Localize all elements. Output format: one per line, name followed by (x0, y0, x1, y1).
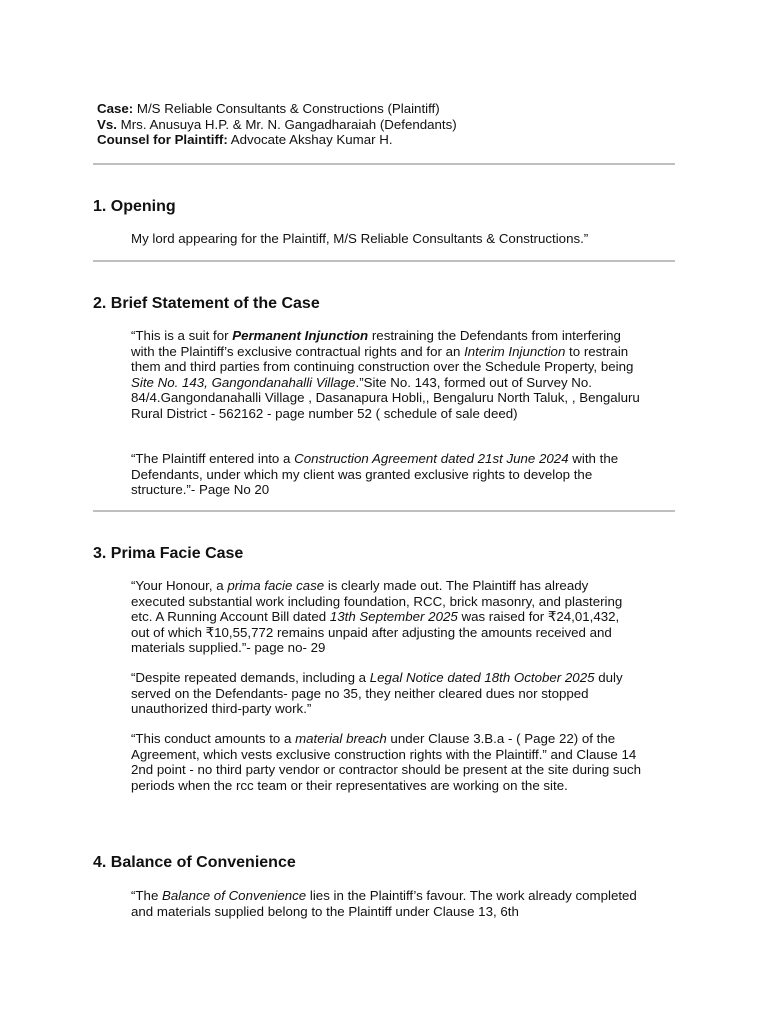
emphasis-text: Balance of Convenience (162, 888, 307, 903)
text: “The Plaintiff entered into a (131, 451, 295, 466)
divider (93, 163, 675, 165)
opening-paragraph: My lord appearing for the Plaintiff, M/S Reliable Consultants & Constructions.” (131, 231, 589, 246)
case-value: M/S Reliable Consultants & Constructions (Plaintiff) (133, 101, 440, 116)
brief-paragraph-2 (131, 451, 641, 498)
vs-label: Vs. (97, 116, 117, 132)
vs-line (97, 117, 457, 133)
case-label: Case: (97, 101, 134, 116)
emphasis-text: Interim Injunction (464, 343, 566, 359)
text: with the Defendants, under which my client was granted exclusive rights to develop the structure.”- Page No 20 (131, 451, 619, 497)
divider (93, 260, 675, 262)
brief-paragraph-1 (131, 328, 641, 421)
text: was raised for ₹24,01,432, out of which ₹10,55,772 remains unpaid after adjusting the amounts received and materials supplied.”- page no- 29 (131, 609, 620, 655)
prima-paragraph-3 (131, 731, 641, 793)
emphasis-text: Site No. 143, Gangondanahalli Village (131, 374, 356, 390)
text: “Despite repeated demands, including a (131, 670, 370, 685)
emphasis-text: Legal Notice dated 18th October 2025 (369, 670, 595, 685)
text: under Clause 3.B.a - ( Page 22) of the Agreement, which vests exclusive construction rights with the Plaintiff.” and Clause 14 2nd point - no third party vendor or contractor should be present at the site during such periods when the rcc team or their representatives are working on the site. (131, 731, 642, 793)
text: lies in the Plaintiff’s favour. The work already completed and materials supplied belong to the Plaintiff under Clause 13, 6th (131, 888, 637, 919)
counsel-label: Counsel for Plaintiff: (97, 132, 228, 147)
emphasis-text: 13th September 2025 (329, 609, 458, 624)
text: “This conduct amounts to a (131, 731, 296, 746)
section-heading-prima-facie: 3. Prima Facie Case (93, 545, 244, 562)
counsel-line (97, 132, 457, 148)
emphasis-text: material breach (295, 731, 387, 746)
section-heading-opening: 1. Opening (93, 198, 176, 215)
case-line (97, 101, 457, 117)
text: .”Site No. 143, formed out of Survey No. 84/4.Gangondanahalli Village , Dasanapura Hobli,, Bengaluru North Taluk, , Bengaluru Rural District - 562162 - page number 52 ( schedule of sale deed) (131, 374, 640, 421)
case-header (97, 101, 457, 148)
divider (93, 510, 675, 512)
balance-paragraph-1 (131, 888, 641, 919)
emphasis-text: Permanent Injunction (232, 328, 369, 343)
text: duly served on the Defendants- page no 35, they neither cleared dues nor stopped unauthorized third-party work.” (131, 670, 623, 716)
text: to restrain them and third parties from continuing construction over the Schedule Property, being (131, 343, 634, 374)
text: “This is a suit for (131, 328, 233, 343)
prima-paragraph-2 (131, 670, 641, 717)
section-heading-brief: 2. Brief Statement of the Case (93, 295, 320, 312)
text: restraining the Defendants from interfering with the Plaintiff’s exclusive contractual rights and for an (131, 328, 621, 359)
emphasis-text: prima facie case (227, 578, 325, 593)
counsel-value: Advocate Akshay Kumar H. (227, 132, 393, 147)
emphasis-text: Construction Agreement dated 21st June 2024 (294, 451, 569, 466)
prima-paragraph-1 (131, 578, 641, 656)
text: is clearly made out. The Plaintiff has already executed substantial work including foundation, RCC, brick masonry, and plastering etc. A Running Account Bill dated (131, 578, 623, 624)
text: “The (131, 888, 163, 903)
vs-value: Mrs. Anusuya H.P. & Mr. N. Gangadharaiah (Defendants) (116, 116, 457, 132)
text: “Your Honour, a (131, 578, 228, 593)
section-heading-balance: 4. Balance of Convenience (93, 854, 296, 871)
